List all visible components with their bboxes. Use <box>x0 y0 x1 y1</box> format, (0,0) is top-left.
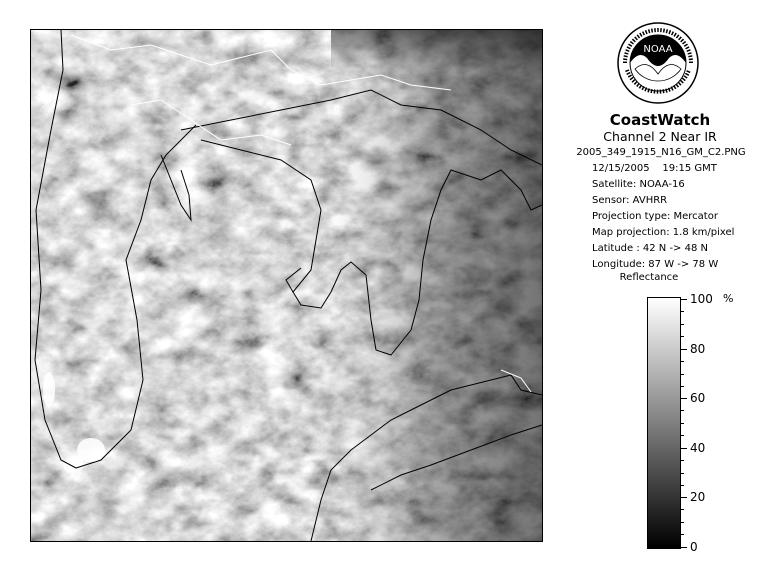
satellite-image-panel <box>30 29 543 542</box>
satellite-label: Satellite: NOAA-16 <box>592 179 685 190</box>
colorbar-minor-tick <box>681 423 684 424</box>
colorbar-minor-tick <box>681 410 684 411</box>
longitude-label: Longitude: 87 W -> 78 W <box>592 259 719 270</box>
colorbar-tick <box>681 448 687 449</box>
date-time <box>592 163 717 174</box>
product-title: CoastWatch <box>609 111 711 129</box>
colorbar-minor-tick <box>681 336 684 337</box>
noaa-logo-icon <box>617 22 699 104</box>
northeast-shadow <box>331 30 542 190</box>
colorbar-minor-tick <box>681 522 684 523</box>
colorbar-tick-label: 60 <box>690 391 706 405</box>
latitude-label: Latitude : 42 N -> 48 N <box>592 243 708 254</box>
colorbar-minor-tick <box>681 534 684 535</box>
date-value: 12/15/2005 <box>592 163 650 174</box>
reflectance-colorbar <box>647 297 681 549</box>
scale-title: Reflectance <box>619 272 679 283</box>
colorbar-minor-tick <box>681 473 684 474</box>
channel-label: Channel 2 Near IR <box>603 129 717 144</box>
colorbar-tick-label: 0 <box>690 540 698 554</box>
snow-field <box>77 438 105 462</box>
colorbar-tick <box>681 497 687 498</box>
colorbar-minor-tick <box>681 460 684 461</box>
colorbar-tick-label: 80 <box>690 342 706 356</box>
colorbar-tick <box>681 349 687 350</box>
map-projection-label: Map projection: 1.8 km/pixel <box>592 227 735 238</box>
logo-text: NOAA <box>643 44 673 55</box>
sensor-label: Sensor: AVHRR <box>592 195 668 206</box>
time-value: 19:15 GMT <box>662 163 717 174</box>
colorbar-tick <box>681 299 687 300</box>
colorbar-minor-tick <box>681 386 684 387</box>
bright-patch <box>43 372 55 408</box>
colorbar-tick <box>681 547 687 548</box>
scale-unit: % <box>723 292 734 305</box>
colorbar-tick <box>681 398 687 399</box>
colorbar-minor-tick <box>681 435 684 436</box>
file-name: 2005_349_1915_N16_GM_C2.PNG <box>576 147 746 158</box>
colorbar-tick-label: 20 <box>690 490 706 504</box>
satellite-image <box>31 30 542 541</box>
colorbar-minor-tick <box>681 361 684 362</box>
colorbar-minor-tick <box>681 485 684 486</box>
colorbar-minor-tick <box>681 311 684 312</box>
colorbar-tick-label: 40 <box>690 441 706 455</box>
colorbar-minor-tick <box>681 374 684 375</box>
colorbar-minor-tick <box>681 324 684 325</box>
projection-label: Projection type: Mercator <box>592 211 718 222</box>
colorbar-minor-tick <box>681 509 684 510</box>
colorbar-tick-label: 100 <box>690 292 713 306</box>
